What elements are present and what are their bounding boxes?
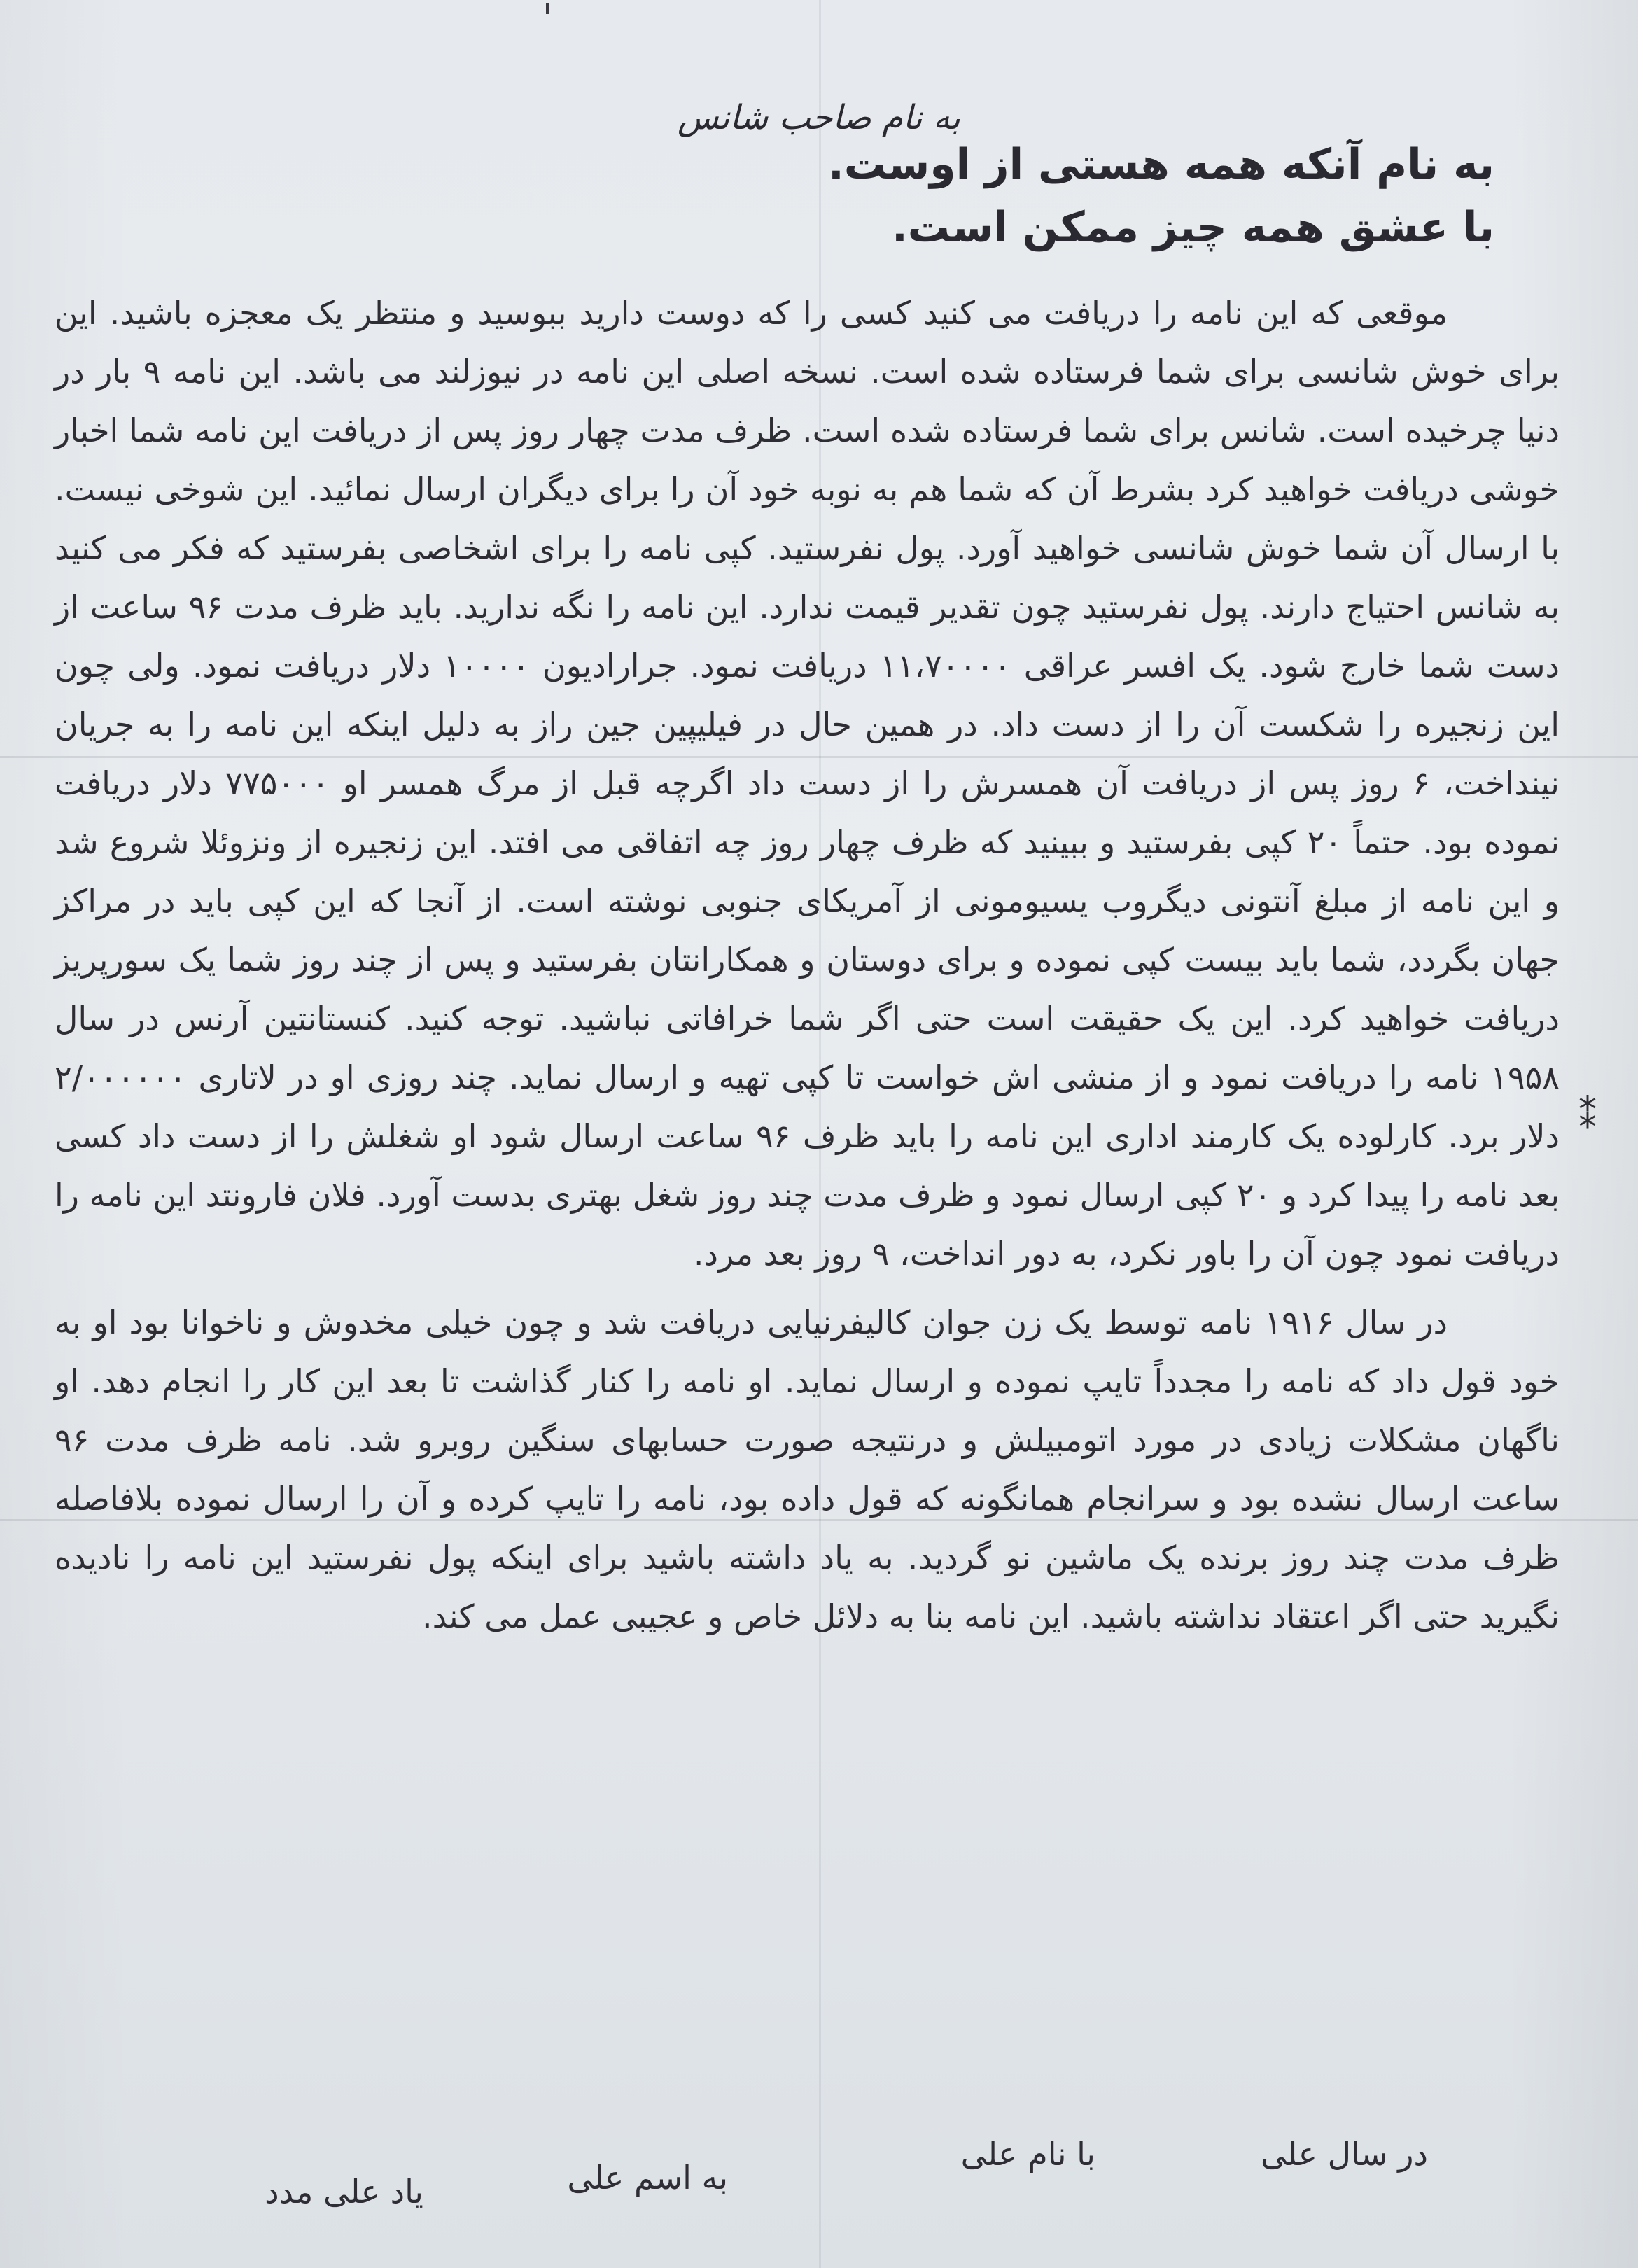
letter-body: [55, 284, 1560, 1646]
ink-mark: [546, 3, 549, 14]
opening-line-1: به نام آنکه همه هستی از اوست.: [827, 140, 1494, 189]
opening-line-2: با عشق همه چیز ممکن است.: [891, 203, 1494, 252]
signature-item: با نام علی: [960, 2135, 1096, 2173]
body-paragraph: در سال ۱۹۱۶ نامه توسط یک زن جوان کالیفرنیایی دریافت شد و چون خیلی مخدوش و ناخوانا بود او به خود قول داد که نامه را مجدداً تایپ نموده و ارسال نماید. او نامه را کنار گذاشت تا بعد این کار را انجام دهد. او ناگهان مشکلات زیادی در مورد اتومبیلش و درنتیجه صورت حسابهای سنگین روبرو شد. نامه ظرف مدت ۹۶ ساعت ارسال نشده بود و سرانجام همانگونه که قول داده بود، نامه را تایپ کرده و آن را ارسال نموده بلافاصله ظرف مدت چند روز برنده یک ماشین نو گردید. به یاد داشته باشید برای اینکه پول نفرستید این نامه را نادیده نگیرید حتی اگر اعتقاد نداشته باشید. این نامه بنا به دلائل خاص و عجیبی عمل می کند.: [55, 1303, 1560, 1635]
letter-title: به نام صاحب شانس: [677, 98, 961, 137]
signature-item: در سال علی: [1261, 2135, 1428, 2173]
signature-item: یاد علی مدد: [265, 2173, 424, 2211]
margin-bracket-mark: ⁑: [1578, 1096, 1597, 1138]
body-paragraph: موقعی که این نامه را دریافت می کنید کسی را که دوست دارید ببوسید و منتظر یک معجزه باشید. این برای خوش شانسی برای شما فرستاده شده است. نسخه اصلی این نامه در نیوزلند می باشد. این نامه ۹ بار در دنیا چرخیده است. شانس برای شما فرستاده شده است. ظرف مدت چهار روز پس از دریافت این نامه شما اخبار خوشی دریافت خواهید کرد بشرط آن که شما هم به نوبه خود آن را برای دیگران ارسال نمائید. این شوخی نیست. با ارسال آن شما خوش شانسی خواهید آورد. پول نفرستید. کپی نامه را برای اشخاصی بفرستید که فکر می کنید به شانس احتیاج دارند. پول نفرستید چون تقدیر قیمت ندارد. این نامه را نگه ندارید. باید ظرف مدت ۹۶ ساعت از دست شما خارج شود. یک افسر عراقی ۱۱،۷۰۰۰۰ دریافت نمود. جرارادیون ۱۰۰۰۰ دلار دریافت نمود. ولی چون این زنجیره را شکست آن را از دست داد. در همین حال در فیلیپین جین راز به دلیل اینکه این نامه را به جریان نینداخت، ۶ روز پس از دریافت آن همسرش را از دست داد اگرچه قبل از مرگ همسر او ۷۷۵۰۰۰ دلار دریافت نموده بود. حتماً ۲۰ کپی بفرستید و ببینید که ظرف چهار روز چه اتفاقی می افتد. این زنجیره از ونزوئلا شروع شد و این نامه از مبلغ آنتونی دیگروب یسیومونی از آمریکای جنوبی نوشته است. از آنجا که این کپی باید در مراکز جهان بگردد، شما باید بیست کپی نموده و برای دوستان و همکارانتان بفرستید و پس از چند روز شما یک سورپریز دریافت خواهید کرد. این یک حقیقت است حتی اگر شما خرافاتی نباشید. توجه کنید. کنستانتین آرنس در سال ۱۹۵۸ نامه را دریافت نمود و از منشی اش خواست تا کپی تهیه و ارسال نماید. چند روزی او در لاتاری ۲/۰۰۰۰۰۰ دلار برد. کارلوده یک کارمند اداری این نامه را باید ظرف ۹۶ ساعت ارسال شود او شغلش را از دست داد کسی بعد نامه را پیدا کرد و ۲۰ کپی ارسال نمود و ظرف مدت چند روز شغل بهتری بدست آورد. فلان فارونتد این نامه را دریافت نمود چون آن را باور نکرد، به دور انداخت، ۹ روز بعد مرد.: [55, 294, 1560, 1273]
signature-item: به اسم علی: [567, 2159, 728, 2197]
